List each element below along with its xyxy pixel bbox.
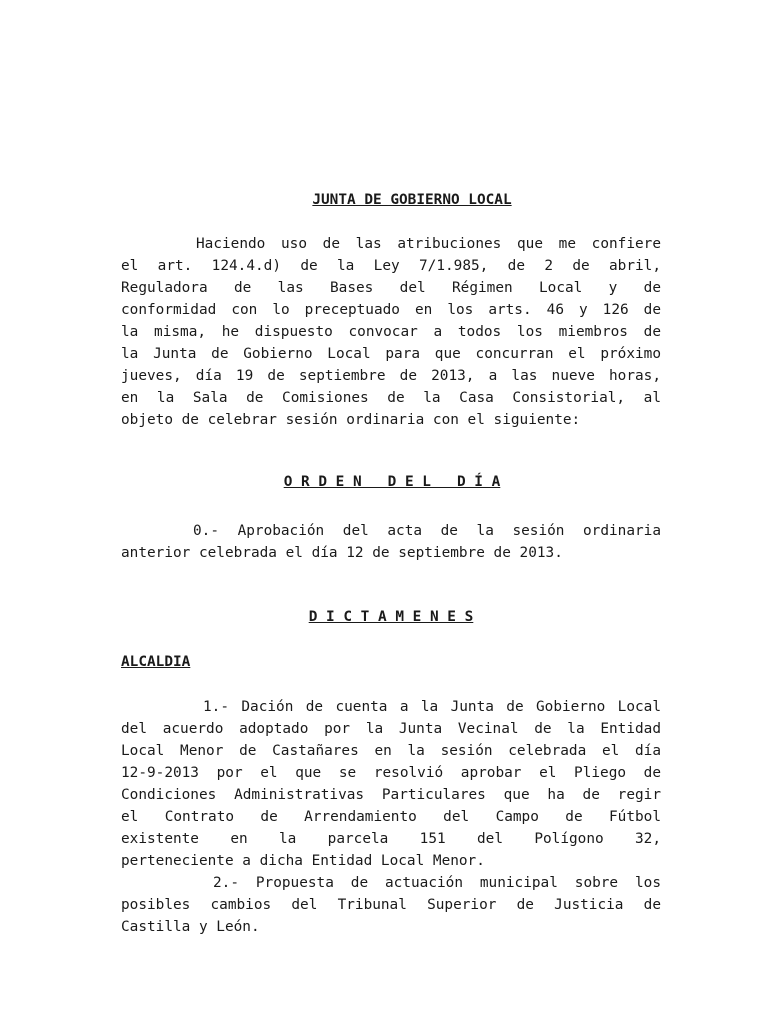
item-2-line: Castilla y León. <box>121 919 260 935</box>
intro-line: la misma, he dispuesto convocar a todos los miembros de <box>121 324 661 340</box>
dictamenes-heading: D I C T A M E N E S <box>308 609 474 625</box>
intro-line: jueves, día 19 de septiembre de 2013, a las nueve horas, <box>121 368 661 384</box>
section-alcaldia-heading: ALCALDIA <box>121 654 191 670</box>
intro-paragraph <box>121 233 661 431</box>
intro-line: en la Sala de Comisiones de la Casa Consistorial, al <box>121 390 661 406</box>
item-1-paragraph <box>121 696 661 938</box>
intro-line: el art. 124.4.d) de la Ley 7/1.985, de 2 de abril, <box>121 258 661 274</box>
item-0-line: anterior celebrada el día 12 de septiembre de 2013. <box>121 545 563 561</box>
item-2-line: 2.- Propuesta de actuación municipal sobre los <box>213 875 661 891</box>
item-0-line: 0.- Aprobación del acta de la sesión ordinaria <box>193 523 661 539</box>
item-1-line: Local Menor de Castañares en la sesión celebrada el día <box>121 743 661 759</box>
intro-line: Haciendo uso de las atribuciones que me confiere <box>196 236 661 252</box>
item-1-line: 1.- Dación de cuenta a la Junta de Gobierno Local <box>203 699 661 715</box>
item-0-paragraph <box>121 520 661 564</box>
intro-line: objeto de celebrar sesión ordinaria con el siguiente: <box>121 412 581 428</box>
document-title: JUNTA DE GOBIERNO LOCAL <box>312 192 512 208</box>
item-1-line: el Contrato de Arrendamiento del Campo de Fútbol <box>121 809 661 825</box>
item-1-line: 12-9-2013 por el que se resolvió aprobar el Pliego de <box>121 765 661 781</box>
intro-line: conformidad con lo preceptuado en los arts. 46 y 126 de <box>121 302 661 318</box>
item-1-line: perteneciente a dicha Entidad Local Menor. <box>121 853 485 869</box>
item-1-line: del acuerdo adoptado por la Junta Vecinal de la Entidad <box>121 721 661 737</box>
item-1-line: existente en la parcela 151 del Polígono 32, <box>121 831 661 847</box>
item-1-line: Condiciones Administrativas Particulares que ha de regir <box>121 787 661 803</box>
intro-line: la Junta de Gobierno Local para que concurran el próximo <box>121 346 661 362</box>
intro-line: Reguladora de las Bases del Régimen Local y de <box>121 280 661 296</box>
orden-del-dia-heading: O R D E N D E L D Í A <box>283 474 501 490</box>
item-2-line: posibles cambios del Tribunal Superior de Justicia de <box>121 897 661 913</box>
